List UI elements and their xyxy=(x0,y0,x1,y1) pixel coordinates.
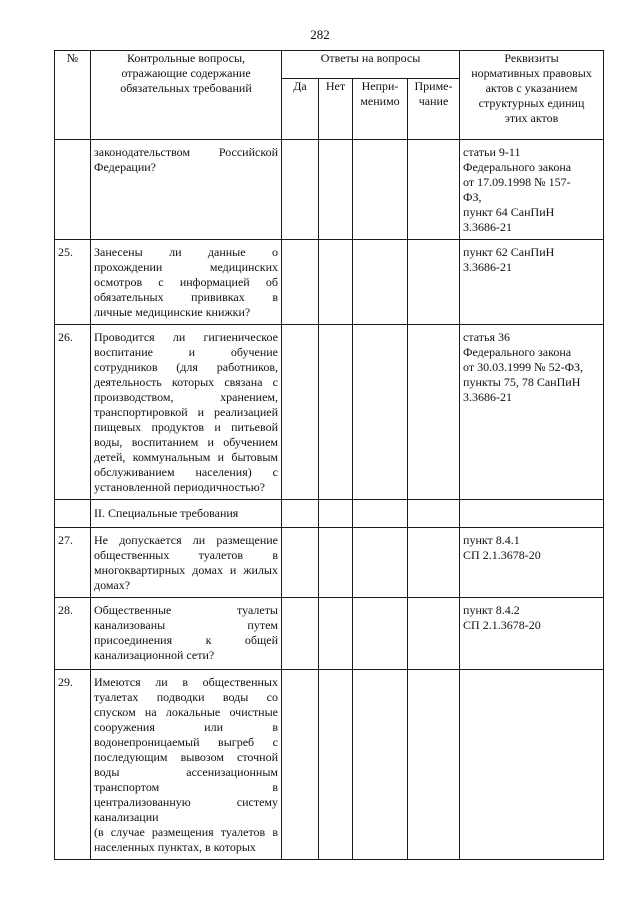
answer-yes-cell xyxy=(282,140,319,240)
question-line: законодательством Российской xyxy=(94,145,278,159)
header-question-line: Контрольные вопросы, xyxy=(126,51,246,65)
question-line: централизованную систему xyxy=(94,795,278,809)
table-row xyxy=(55,240,604,325)
reference-line: СП 2.1.3678-20 xyxy=(463,548,541,562)
question-line: Общественные туалеты xyxy=(94,603,278,617)
reference-line: пункт 62 СанПиН xyxy=(463,245,555,259)
question-line: Проводится ли гигиеническое xyxy=(94,330,278,344)
question-line: пищевых продуктов и питьевой xyxy=(94,420,278,434)
page-number: 282 xyxy=(310,27,330,42)
question-line: обслуживанием населения) с xyxy=(94,465,278,479)
question-line: многоквартирных домах и жилых xyxy=(94,563,278,577)
reference-line: ФЗ, xyxy=(463,190,482,204)
reference-line: от 30.03.1999 № 52-ФЗ, xyxy=(463,360,584,374)
header-question-line: отражающие содержание xyxy=(121,66,251,80)
header-answer-yes: Да xyxy=(282,79,319,140)
answer-na-cell xyxy=(353,670,408,860)
question-cell xyxy=(91,325,282,500)
answer-na-cell xyxy=(353,140,408,240)
reference-line: 3.3686-21 xyxy=(463,220,513,234)
question-line: установленной периодичностью? xyxy=(94,480,265,494)
answer-note-cell xyxy=(408,598,460,670)
answer-note-cell xyxy=(408,140,460,240)
reference-line: СП 2.1.3678-20 xyxy=(463,618,541,632)
question-line: Не допускается ли размещение xyxy=(94,533,278,547)
question-line: присоединения к общей xyxy=(94,633,278,647)
question-line: воспитание и обучение xyxy=(94,345,278,359)
header-answer-no: Нет xyxy=(319,79,353,140)
question-line: населенных пунктах, в которых xyxy=(94,840,256,854)
question-cell xyxy=(91,240,282,325)
question-line: сооружения или в xyxy=(94,720,278,734)
question-line: канализационной сети? xyxy=(94,648,215,662)
row-number: 28. xyxy=(55,598,91,670)
row-number: 29. xyxy=(55,670,91,860)
reference-line: статья 36 xyxy=(463,330,510,344)
header-answer-not-applicable xyxy=(353,79,408,140)
answer-note-cell xyxy=(408,325,460,500)
header-na-line: менимо xyxy=(360,94,400,108)
checklist-table xyxy=(54,50,604,860)
table-row xyxy=(55,670,604,860)
header-requisites-line: нормативных правовых xyxy=(471,66,592,80)
question-line: общественных туалетов в xyxy=(94,548,278,562)
row-number: 26. xyxy=(55,325,91,500)
section-title: II. Специальные требования xyxy=(91,500,282,528)
answer-note-cell xyxy=(408,670,460,860)
header-na-line: Непри- xyxy=(361,79,399,93)
section-empty-cell xyxy=(353,500,408,528)
row-number: 27. xyxy=(55,528,91,598)
row-number: 25. xyxy=(55,240,91,325)
question-line: домах? xyxy=(94,578,131,592)
reference-line: пункт 8.4.2 xyxy=(463,603,520,617)
answer-yes-cell xyxy=(282,240,319,325)
answer-no-cell xyxy=(319,670,353,860)
reference-line: 3.3686-21 xyxy=(463,260,513,274)
question-line: транспортировкой и реализацией xyxy=(94,405,278,419)
header-answer-note xyxy=(408,79,460,140)
reference-cell xyxy=(460,528,604,598)
question-line: обязательных прививках в xyxy=(94,290,278,304)
question-cell xyxy=(91,528,282,598)
reference-line: Федерального закона xyxy=(463,160,572,174)
question-line: туалетах подводки воды со xyxy=(94,690,278,704)
section-empty-cell xyxy=(408,500,460,528)
header-note-line: Приме- xyxy=(414,79,453,93)
question-line: последующим вывозом сточной xyxy=(94,750,278,764)
reference-cell xyxy=(460,140,604,240)
header-requisites-line: структурных единиц xyxy=(478,96,585,110)
answer-no-cell xyxy=(319,598,353,670)
row-number xyxy=(55,140,91,240)
header-requisites-line: Реквизиты xyxy=(504,51,559,65)
reference-line: пункт 8.4.1 xyxy=(463,533,520,547)
reference-line: Федерального закона xyxy=(463,345,572,359)
header-question-line: обязательных требований xyxy=(120,81,252,95)
question-line: детей, коммунальным и бытовым xyxy=(94,450,278,464)
table-row xyxy=(55,140,604,240)
question-line: воды, воспитанием и обучением xyxy=(94,435,278,449)
question-line: осмотров с информацией об xyxy=(94,275,278,289)
question-line: (в случае размещения туалетов в xyxy=(94,825,278,839)
header-requisites-line: актов с указанием xyxy=(485,81,578,95)
answer-note-cell xyxy=(408,240,460,325)
question-line: Занесены ли данные о xyxy=(94,245,278,259)
reference-line: от 17.09.1998 № 157- xyxy=(463,175,571,189)
question-line: Федерации? xyxy=(94,160,156,174)
question-line: деятельность которых связана с xyxy=(94,375,278,389)
section-empty-cell xyxy=(282,500,319,528)
answer-note-cell xyxy=(408,528,460,598)
answer-yes-cell xyxy=(282,670,319,860)
reference-cell xyxy=(460,240,604,325)
answer-na-cell xyxy=(353,528,408,598)
reference-line: пункт 64 СанПиН xyxy=(463,205,555,219)
question-line: транспортом в xyxy=(94,780,278,794)
answer-no-cell xyxy=(319,325,353,500)
question-line: сотрудников (для работников, xyxy=(94,360,278,374)
question-line: личные медицинские книжки? xyxy=(94,305,251,319)
reference-cell xyxy=(460,598,604,670)
header-number: № xyxy=(55,51,91,140)
header-question xyxy=(91,51,282,140)
section-empty-cell xyxy=(460,500,604,528)
question-line: канализации xyxy=(94,810,159,824)
answer-yes-cell xyxy=(282,598,319,670)
reference-line: 3.3686-21 xyxy=(463,390,513,404)
question-cell xyxy=(91,598,282,670)
question-line: спуском на локальные очистные xyxy=(94,705,278,719)
answer-yes-cell xyxy=(282,528,319,598)
answer-no-cell xyxy=(319,528,353,598)
question-line: воды ассенизационным xyxy=(94,765,278,779)
header-requisites-line: этих актов xyxy=(504,111,559,125)
question-line: канализованы путем xyxy=(94,618,278,632)
answer-na-cell xyxy=(353,325,408,500)
table-row xyxy=(55,528,604,598)
section-number-cell xyxy=(55,500,91,528)
question-line: производством, хранением, xyxy=(94,390,278,404)
answer-na-cell xyxy=(353,598,408,670)
answer-no-cell xyxy=(319,240,353,325)
header-note-line: чание xyxy=(418,94,449,108)
reference-cell xyxy=(460,325,604,500)
answer-no-cell xyxy=(319,140,353,240)
section-empty-cell xyxy=(319,500,353,528)
header-answers-group: Ответы на вопросы xyxy=(282,51,460,79)
question-line: прохождении медицинских xyxy=(94,260,278,274)
question-line: Имеются ли в общественных xyxy=(94,675,278,689)
answer-yes-cell xyxy=(282,325,319,500)
table-row xyxy=(55,325,604,500)
header-requisites xyxy=(460,51,604,140)
answer-na-cell xyxy=(353,240,408,325)
question-cell xyxy=(91,670,282,860)
table-row xyxy=(55,598,604,670)
reference-cell xyxy=(460,670,604,860)
question-line: водонепроницаемый выгреб с xyxy=(94,735,278,749)
question-cell xyxy=(91,140,282,240)
reference-line: статьи 9-11 xyxy=(463,145,521,159)
reference-line: пункты 75, 78 СанПиН xyxy=(463,375,581,389)
